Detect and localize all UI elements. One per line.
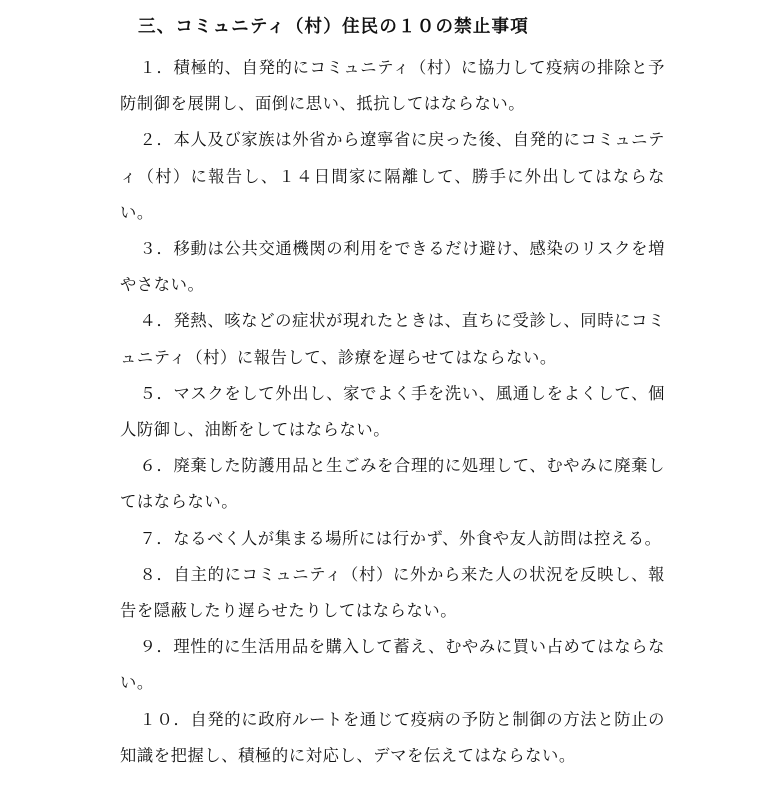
list-item: ５．マスクをして外出し、家でよく手を洗い、風通しをよくして、個人防御し、油断をしてはならない。 (120, 383, 665, 440)
list-item: ２．本人及び家族は外省から遼寧省に戻った後、自発的にコミュニティ（村）に報告し、１４日間家に隔離して、勝手に外出してはならない。 (120, 130, 665, 222)
list-item: １．積極的、自発的にコミュニティ（村）に協力して疫病の排除と予防制御を展開し、面倒に思い、抵抗してはならない。 (120, 58, 665, 114)
section-title: 三、コミュニティ（村）住民の１０の禁止事項 (138, 17, 529, 37)
list-item: ８．自主的にコミュニティ（村）に外から来た人の状況を反映し、報告を隠蔽したり遅らせたりしてはならない。 (120, 564, 665, 621)
list-item: ４．発熱、咳などの症状が現れたときは、直ちに受診し、同時にコミュニティ（村）に報告して、診療を遅らせてはならない。 (120, 311, 665, 367)
list-item: ３．移動は公共交通機関の利用をできるだけ避け、感染のリスクを増やさない。 (120, 239, 665, 295)
prohibition-list (120, 50, 665, 774)
list-item: １０．自発的に政府ルートを通じて疫病の予防と制御の方法と防止の知識を把握し、積極的に対応し、デマを伝えてはならない。 (120, 709, 665, 765)
list-item: ６．廃棄した防護用品と生ごみを合理的に処理して、むやみに廃棄してはならない。 (120, 456, 665, 512)
list-item: ７．なるべく人が集まる場所には行かず、外食や友人訪問は控える。 (139, 528, 662, 548)
list-item: ９．理性的に生活用品を購入して蓄え、むやみに買い占めてはならない。 (120, 637, 665, 693)
